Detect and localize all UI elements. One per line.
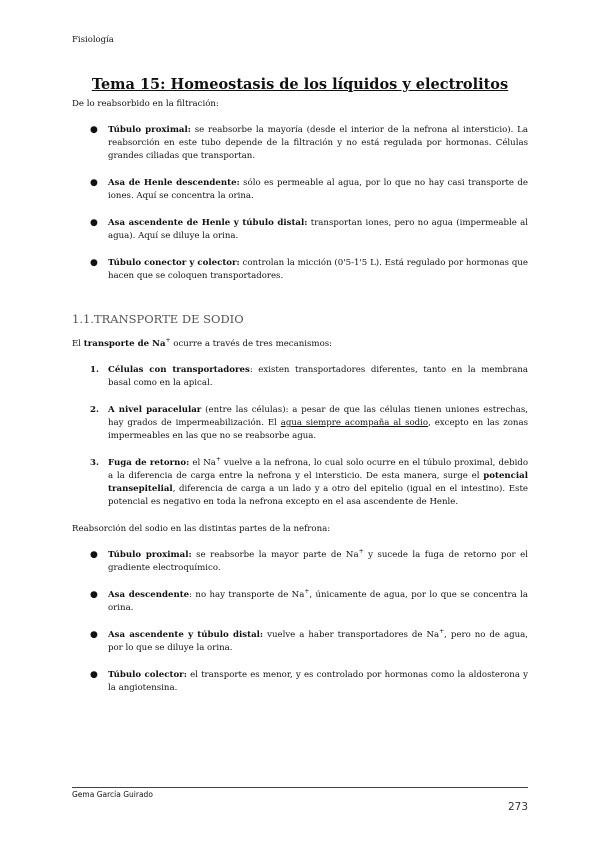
item-text: se reabsorbe la mayoría (desde el interior de la nefrona al intersticio). La reabsorción en este tubo depende de la filtración y no está regulada por hormonas. Células grandes ciliadas que transportan.	[108, 125, 528, 161]
item-term: Células con transportadores	[108, 365, 250, 375]
intro-text: De lo reabsorbido en la filtración:	[72, 99, 219, 109]
page-number: 273	[507, 801, 528, 813]
list-item	[72, 217, 528, 243]
item-term: A nivel paracelular	[108, 405, 202, 415]
reabsorption-intro: Reabsorción del sodio en las distintas partes de la nefrona:	[72, 524, 331, 534]
list-item: 2. A nivel paracelular (entre las células): a pesar de que las células tienen uniones estrechas, hay grados de impermeabilización. El agua siempre acompaña al sodio, excepto en las zonas impermeables en las que no se reabsorbe agua.	[90, 405, 528, 441]
item-number: 1.	[90, 365, 99, 375]
page-header: Fisiología	[72, 35, 114, 45]
item-number: 2.	[90, 405, 99, 415]
list-item	[72, 364, 528, 390]
item-term: Asa de Henle descendente:	[108, 178, 240, 188]
footer-author: Gema García Guirado	[72, 790, 153, 799]
page-title: Tema 15: Homeostasis de los líquidos y electrolitos	[91, 76, 509, 93]
bullet-icon: ●	[90, 178, 98, 188]
bullet-icon: ●	[90, 258, 98, 268]
item-term: Asa ascendente de Henle y túbulo distal:	[108, 218, 308, 228]
list-item: 3. Fuga de retorno: el Na+ vuelve a la nefrona, lo cual solo ocurre en el túbulo proximal, debido a la diferencia de carga entre la nefrona y el intersticio. De esta manera, surge el potencial transepitelial, diferencia de carga a un lado y a otro del epitelio (igual en el intestino). Este potencial es negativo en toda la nefrona excepto en el asa ascendente de Henle.	[90, 456, 528, 507]
footer-divider	[72, 787, 528, 788]
reabsorption-list	[72, 549, 528, 695]
bullet-icon: ●	[90, 670, 98, 680]
item-text: transportan iones, pero no agua (impermeable al agua). Aquí se diluye la orina.	[108, 218, 529, 241]
bullet-icon: ●	[90, 218, 98, 228]
document-body	[72, 98, 528, 709]
list-item: ● Túbulo proximal: se reabsorbe la mayor parte de Na+ y sucede la fuga de retorno por el gradiente electroquímico.	[90, 548, 529, 573]
list-item: ● Asa descendente: no hay transporte de Na+, únicamente de agua, por lo que se concentra la orina.	[90, 588, 528, 613]
list-item: ● Asa ascendente y túbulo distal: vuelve a haber transportadores de Na+, pero no de agua, por lo que se diluye la orina.	[90, 628, 529, 653]
item-number: 3.	[90, 458, 99, 468]
filtration-list	[72, 124, 528, 283]
underlined-text: agua siempre acompaña al sodio	[280, 418, 429, 428]
bullet-icon: ●	[90, 590, 98, 600]
section-heading: 1.1.TRANSPORTE DE SODIO	[72, 312, 244, 326]
bullet-icon: ●	[90, 550, 98, 560]
item-term: Fuga de retorno:	[108, 458, 190, 468]
list-item	[72, 177, 528, 203]
bullet-icon: ●	[90, 630, 98, 640]
mechanisms-list	[72, 364, 528, 509]
list-item: ● Túbulo colector: el transporte es menor, y es controlado por hormonas como la aldosterona y la angiotensina.	[90, 670, 528, 693]
item-text: : existen transportadores diferentes, tanto en la membrana basal como en la apical.	[108, 365, 528, 388]
bullet-icon: ●	[90, 125, 98, 135]
list-item	[72, 257, 528, 283]
list-item	[72, 124, 528, 163]
sodium-intro: El transporte de Na+ ocurre a través de tres mecanismos:	[72, 337, 333, 349]
item-term: Túbulo conector y colector:	[108, 258, 240, 268]
item-text: sólo es permeable al agua, por lo que no hay casi transporte de iones. Aquí se concentra la orina.	[108, 178, 528, 201]
item-term: Túbulo proximal:	[108, 125, 191, 135]
item-text: controlan la micción (0'5-1'5 L). Está regulado por hormonas que hacen que se coloquen transportadores.	[108, 258, 528, 281]
